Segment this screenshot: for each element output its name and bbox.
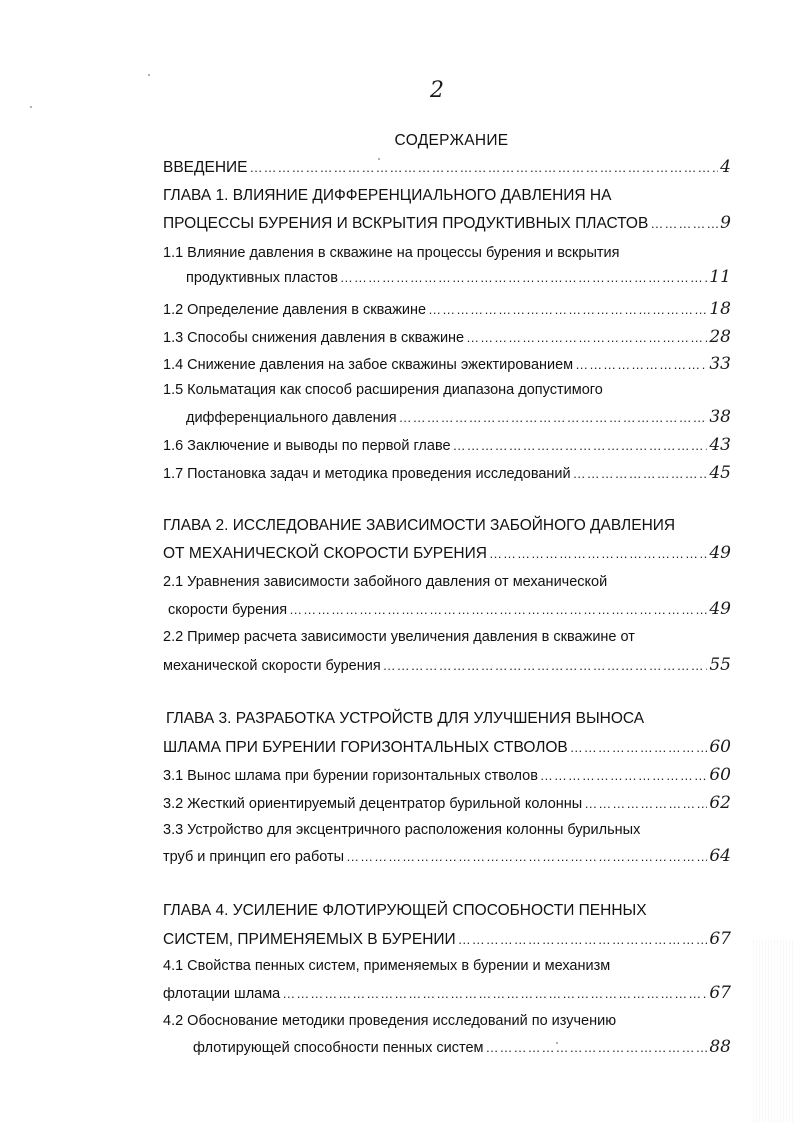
- toc-entry-section-2-2: [163, 652, 731, 676]
- toc-entry-chapter-4: [163, 926, 731, 950]
- toc-page-number: 43: [709, 435, 731, 455]
- toc-page-number: 18: [709, 299, 731, 319]
- toc-entry-chapter-1: [163, 210, 731, 234]
- toc-page-number: 9: [720, 213, 731, 233]
- toc-title: СОДЕРЖАНИЕ: [394, 132, 509, 149]
- toc-section-4-2-line-1: 4.2 Обоснование методики проведения исследований по изучению: [163, 1013, 617, 1029]
- toc-entry-section-1-3: [163, 324, 731, 348]
- toc-page-number: 62: [709, 793, 731, 813]
- toc-page-number: 55: [709, 655, 731, 675]
- toc-entry-label: флотации шлама: [163, 986, 281, 1002]
- toc-page-number: 38: [709, 407, 731, 427]
- toc-entry-label: ОТ МЕХАНИЧЕСКОЙ СКОРОСТИ БУРЕНИЯ: [163, 545, 487, 562]
- toc-entry-chapter-3: [163, 734, 731, 758]
- leader-dots: [650, 214, 718, 234]
- leader-dots: [250, 158, 719, 178]
- toc-entry-label: 3.2 Жесткий ориентируемый децентратор бурильной колонны: [163, 796, 583, 812]
- toc-entry-label: 1.2 Определение давления в скважине: [163, 302, 427, 318]
- leader-dots: [383, 656, 708, 676]
- toc-entry-section-1-7: [163, 460, 731, 484]
- toc-page-number: 11: [709, 267, 731, 287]
- leader-dots: [573, 464, 708, 484]
- scan-speck: [378, 158, 380, 160]
- toc-chapter-2-line-1: ГЛАВА 2. ИССЛЕДОВАНИЕ ЗАВИСИМОСТИ ЗАБОЙНОГО ДАВЛЕНИЯ: [163, 517, 676, 534]
- toc-page-number: 49: [709, 599, 731, 619]
- scan-edge-noise: [753, 940, 793, 1122]
- toc-entry-label: 1.4 Снижение давления на забое скважины эжектированием: [163, 357, 574, 373]
- toc-entry-label: продуктивных пластов: [186, 270, 338, 286]
- toc-entry-section-1-5: [186, 404, 731, 428]
- toc-section-2-2-line-1: 2.2 Пример расчета зависимости увеличения давления в скважине от: [163, 629, 635, 645]
- toc-entry-label: труб и принцип его работы: [163, 849, 345, 865]
- toc-section-1-5-line-1: 1.5 Кольматация как способ расширения диапазона допустимого: [163, 382, 603, 398]
- toc-entry-section-3-3: [163, 843, 731, 867]
- leader-dots: [486, 1038, 708, 1058]
- leader-dots: [540, 766, 707, 786]
- toc-chapter-1-line-1: ГЛАВА 1. ВЛИЯНИЕ ДИФФЕРЕНЦИАЛЬНОГО ДАВЛЕНИЯ НА: [163, 187, 612, 204]
- toc-entry-section-1-4: [163, 351, 731, 375]
- toc-entry-label: скорости бурения: [168, 602, 288, 618]
- leader-dots: [453, 436, 708, 456]
- leader-dots: [428, 300, 707, 320]
- toc-section-3-3-line-1: 3.3 Устройство для эксцентричного расположения колонны бурильных: [163, 822, 641, 838]
- toc-entry-label: ВВЕДЕНИЕ: [163, 159, 248, 176]
- toc-entry-section-4-1: [163, 980, 731, 1004]
- toc-page-number: 4: [720, 157, 731, 177]
- toc-entry-intro: [163, 154, 731, 178]
- toc-entry-label: ПРОЦЕССЫ БУРЕНИЯ И ВСКРЫТИЯ ПРОДУКТИВНЫХ ПЛАСТОВ: [163, 215, 649, 232]
- toc-entry-label: дифференциального давления: [186, 410, 397, 426]
- toc-chapter-4-line-1: ГЛАВА 4. УСИЛЕНИЕ ФЛОТИРУЮЩЕЙ СПОСОБНОСТИ ПЕННЫХ: [163, 902, 647, 919]
- toc-page-number: 67: [709, 929, 731, 949]
- toc-page-number: 33: [709, 354, 731, 374]
- scan-speck: [556, 1042, 558, 1044]
- leader-dots: [489, 544, 707, 564]
- toc-section-1-1-line-1: 1.1 Влияние давления в скважине на процессы бурения и вскрытия: [163, 245, 620, 261]
- toc-entry-label: 1.7 Постановка задач и методика проведения исследований: [163, 466, 571, 482]
- leader-dots: [346, 847, 707, 867]
- toc-entry-label: ШЛАМА ПРИ БУРЕНИИ ГОРИЗОНТАЛЬНЫХ СТВОЛОВ: [163, 739, 568, 756]
- toc-entry-section-2-1: [168, 596, 731, 620]
- toc-page-number: 49: [709, 543, 731, 563]
- toc-page-number: 60: [709, 737, 731, 757]
- toc-entry-label: 1.6 Заключение и выводы по первой главе: [163, 438, 451, 454]
- toc-entry-section-3-1: [163, 762, 731, 786]
- toc-section-4-1-line-1: 4.1 Свойства пенных систем, применяемых в бурении и механизм: [163, 958, 611, 974]
- toc-page-number: 67: [709, 983, 731, 1003]
- toc-chapter-3-line-1: ГЛАВА 3. РАЗРАБОТКА УСТРОЙСТВ ДЛЯ УЛУЧШЕНИЯ ВЫНОСА: [166, 710, 645, 727]
- leader-dots: [458, 930, 708, 950]
- page-number: 2: [430, 78, 444, 103]
- leader-dots: [289, 600, 707, 620]
- toc-page-number: 60: [709, 765, 731, 785]
- leader-dots: [282, 984, 707, 1004]
- leader-dots: [570, 738, 708, 758]
- leader-dots: [584, 794, 707, 814]
- toc-entry-section-1-1: [186, 264, 731, 288]
- toc-entry-label: механической скорости бурения: [163, 658, 381, 674]
- toc-entry-label: 3.1 Вынос шлама при бурении горизонтальных стволов: [163, 768, 538, 784]
- toc-entry-section-1-2: [163, 296, 731, 320]
- toc-section-2-1-line-1: 2.1 Уравнения зависимости забойного давления от механической: [163, 574, 608, 590]
- toc-entry-section-3-2: [163, 790, 731, 814]
- toc-page-number: 28: [709, 327, 731, 347]
- toc-entry-section-1-6: [163, 432, 731, 456]
- leader-dots: [399, 408, 708, 428]
- toc-entry-section-4-2: [193, 1034, 731, 1058]
- scan-speck: [30, 106, 32, 108]
- leader-dots: [466, 328, 707, 348]
- toc-page-number: 64: [709, 846, 731, 866]
- toc-entry-label: 1.3 Способы снижения давления в скважине: [163, 330, 465, 346]
- toc-page-number: 88: [709, 1037, 731, 1057]
- toc-entry-chapter-2: [163, 540, 731, 564]
- toc-entry-label: флотирующей способности пенных систем: [193, 1040, 484, 1056]
- toc-page-number: 45: [709, 463, 731, 483]
- leader-dots: [340, 268, 707, 288]
- leader-dots: [575, 355, 707, 375]
- toc-entry-label: СИСТЕМ, ПРИМЕНЯЕМЫХ В БУРЕНИИ: [163, 931, 456, 948]
- scan-speck: [148, 74, 150, 76]
